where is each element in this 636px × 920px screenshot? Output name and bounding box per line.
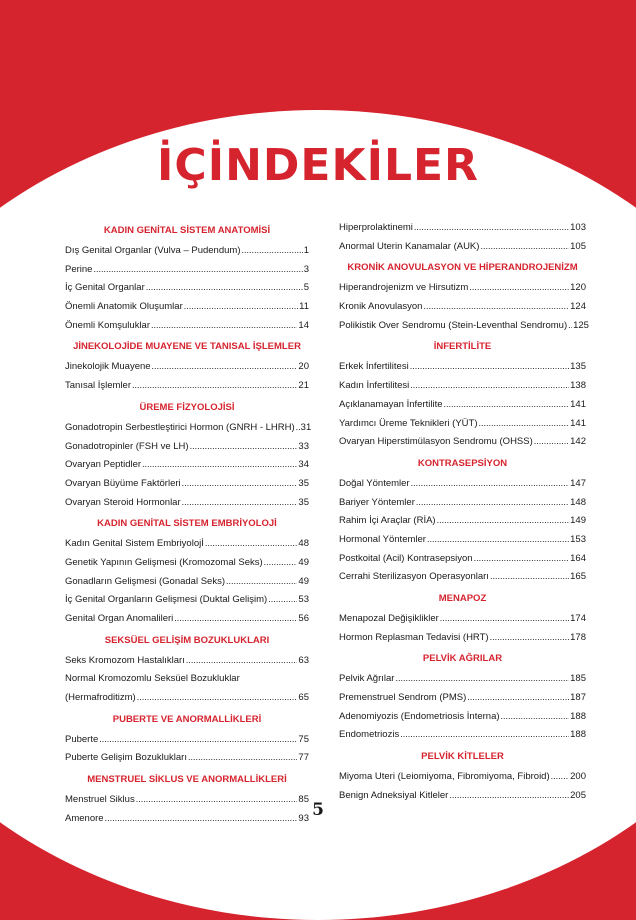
toc-entry-label: İç Genital Organların Gelişmesi (Duktal Gelişim) bbox=[65, 594, 268, 606]
toc-entry[interactable] bbox=[339, 711, 586, 730]
toc-section-heading: KRONİK ANOVULASYON VE HİPERANDROJENİZM bbox=[347, 262, 578, 274]
toc-entry-page: 35 bbox=[298, 477, 309, 489]
toc-entry-page: 200 bbox=[570, 771, 586, 783]
toc-entry-label: Hormonal Yöntemler bbox=[339, 533, 426, 545]
toc-entry-page: 141 bbox=[570, 398, 586, 410]
toc-entry[interactable] bbox=[339, 553, 586, 572]
toc-entry-page: 153 bbox=[570, 533, 586, 545]
toc-entry-label: Puberte Gelişim Bozuklukları bbox=[65, 752, 187, 764]
toc-entry-label: Önemli Anatomik Oluşumlar bbox=[65, 301, 183, 313]
dot-leader bbox=[137, 692, 298, 702]
toc-section-heading: PELVİK KİTLELER bbox=[421, 751, 504, 763]
dot-leader bbox=[400, 729, 569, 739]
toc-entry[interactable] bbox=[339, 319, 589, 339]
toc-entry-label: Tanısal İşlemler bbox=[65, 380, 131, 392]
toc-entry[interactable] bbox=[65, 613, 309, 632]
toc-section-heading: ÜREME FİZYOLOJİSİ bbox=[139, 401, 235, 413]
toc-entry-page: 14 bbox=[298, 319, 309, 331]
toc-entry[interactable] bbox=[65, 459, 309, 478]
toc-entry-label: Postkoital (Acil) Kontrasepsiyon bbox=[339, 552, 473, 564]
toc-entry-label: Premenstruel Sendrom (PMS) bbox=[339, 692, 467, 704]
dot-leader bbox=[437, 515, 570, 525]
toc-entry-page: 3 bbox=[303, 263, 309, 275]
toc-entry-page: 142 bbox=[570, 436, 586, 448]
dot-leader bbox=[205, 538, 298, 548]
toc-entry[interactable] bbox=[339, 729, 586, 748]
dot-leader bbox=[93, 264, 302, 274]
toc-section-heading: İNFERTİLİTE bbox=[433, 341, 492, 353]
dot-leader bbox=[490, 571, 569, 581]
toc-entry[interactable] bbox=[339, 534, 586, 553]
toc-entry-page: 49 bbox=[298, 556, 309, 568]
dot-leader bbox=[427, 534, 569, 544]
toc-entry-page: 205 bbox=[570, 789, 586, 801]
dot-leader bbox=[184, 301, 298, 311]
toc-entry-page: 1 bbox=[303, 245, 309, 256]
toc-section-heading: JİNEKOLOJİDE MUAYENE VE TANISAL İŞLEMLER bbox=[73, 341, 301, 353]
toc-entry-label: Önemli Komşuluklar bbox=[65, 319, 150, 331]
toc-entry[interactable] bbox=[65, 264, 309, 283]
toc-entry[interactable] bbox=[339, 361, 586, 380]
toc-entry[interactable] bbox=[65, 594, 309, 613]
toc-section-heading: KADIN GENİTAL SİSTEM ANATOMİSİ bbox=[103, 225, 271, 236]
toc-entry-label: Normal Kromozomlu Seksüel Bozukluklar bbox=[65, 673, 240, 685]
toc-entry-label: Kronik Anovulasyon bbox=[339, 301, 423, 313]
toc-entry-page: 141 bbox=[570, 417, 586, 429]
toc-entry-page: 124 bbox=[570, 301, 586, 313]
dot-leader bbox=[142, 459, 297, 469]
toc-entry-label: Menapozal Değişiklikler bbox=[339, 613, 439, 624]
toc-entry-label: Ovaryan Steroid Hormonlar bbox=[65, 496, 181, 508]
toc-entry-page: 165 bbox=[570, 571, 586, 583]
dot-leader bbox=[410, 380, 569, 390]
dot-leader bbox=[534, 436, 569, 446]
dot-leader bbox=[440, 613, 569, 623]
toc-entry[interactable] bbox=[65, 282, 309, 301]
toc-entry-label: Hiperandrojenizm ve Hirsutizm bbox=[339, 282, 469, 294]
toc-entry[interactable] bbox=[339, 515, 586, 534]
page-number: 5 bbox=[312, 800, 324, 820]
toc-entry-label: Yardımcı Üreme Teknikleri (YÜT) bbox=[339, 417, 478, 429]
toc-entry-label: İç Genital Organlar bbox=[65, 282, 145, 294]
dot-leader bbox=[268, 594, 297, 604]
toc-entry-label: Menstruel Siklus bbox=[65, 794, 135, 806]
dot-leader bbox=[264, 557, 298, 567]
toc-entry[interactable] bbox=[65, 478, 309, 497]
toc-entry-label: Pelvik Ağrılar bbox=[339, 673, 395, 685]
dot-leader bbox=[188, 752, 297, 762]
toc-entry[interactable] bbox=[65, 655, 309, 674]
dot-leader bbox=[416, 497, 569, 507]
toc-entry-label: Benign Adneksiyal Kitleler bbox=[339, 789, 449, 801]
dot-leader bbox=[474, 553, 570, 563]
toc-entry-page: 20 bbox=[298, 361, 309, 373]
toc-entry[interactable] bbox=[339, 613, 586, 632]
toc-entry[interactable] bbox=[339, 771, 586, 790]
toc-entry-label: Perine bbox=[65, 263, 93, 275]
toc-entry-page: 5 bbox=[303, 282, 309, 294]
dot-leader bbox=[182, 478, 298, 488]
dot-leader bbox=[490, 632, 570, 642]
page-title: İÇİNDEKİLER bbox=[157, 140, 479, 191]
dot-leader bbox=[132, 380, 297, 390]
toc-entry-page: 33 bbox=[298, 440, 309, 452]
toc-entry-label: Adenomiyozis (Endometriosis İnterna) bbox=[339, 710, 500, 722]
toc-entry-page: 53 bbox=[298, 594, 309, 606]
toc-entry[interactable] bbox=[65, 576, 309, 595]
toc-entry-label: (Hermafroditizm) bbox=[65, 692, 136, 704]
toc-right-column bbox=[339, 222, 589, 809]
dot-leader bbox=[469, 282, 569, 292]
toc-entry-label: Doğal Yöntemler bbox=[339, 477, 410, 489]
toc-entry-page: 148 bbox=[570, 496, 586, 508]
toc-left-column bbox=[65, 222, 312, 832]
dot-leader bbox=[551, 771, 570, 781]
toc-entry[interactable] bbox=[339, 436, 586, 455]
toc-entry[interactable] bbox=[339, 478, 586, 497]
toc-section-heading: PELVİK AĞRILAR bbox=[422, 653, 503, 665]
toc-entry[interactable] bbox=[65, 245, 309, 264]
toc-entry[interactable] bbox=[65, 380, 309, 399]
dot-leader bbox=[226, 576, 297, 586]
toc-entry-label: Bariyer Yöntemler bbox=[339, 496, 415, 508]
toc-section-heading: PUBERTE VE ANORMALLİKLERİ bbox=[112, 713, 262, 725]
toc-entry-page: 35 bbox=[298, 496, 309, 508]
toc-entry[interactable] bbox=[339, 301, 586, 320]
dot-leader bbox=[467, 692, 569, 702]
toc-entry-page: 85 bbox=[298, 794, 309, 806]
toc-entry-page: 147 bbox=[570, 477, 586, 489]
toc-entry-page: 63 bbox=[298, 654, 309, 666]
dot-leader bbox=[395, 673, 569, 683]
dot-leader bbox=[296, 422, 300, 432]
toc-entry-page: 93 bbox=[298, 812, 309, 824]
toc-entry[interactable] bbox=[339, 282, 586, 301]
toc-entry-page: 105 bbox=[570, 240, 586, 252]
toc-entry-page: 185 bbox=[570, 673, 586, 685]
toc-entry[interactable] bbox=[65, 320, 309, 339]
toc-entry-page: 164 bbox=[570, 552, 586, 564]
toc-entry-label: Gonadotropin Serbestleştirici Hormon (GNRH - LHRH) bbox=[65, 421, 295, 433]
toc-section-heading: SEKSÜEL GELİŞİM BOZUKLUKLARI bbox=[104, 634, 270, 646]
toc-section-heading: MENAPOZ bbox=[438, 593, 487, 604]
toc-entry[interactable] bbox=[339, 673, 586, 692]
toc-entry-label: Genetik Yapının Gelişmesi (Kromozomal Seks) bbox=[65, 556, 263, 568]
toc-entry-label: Ovaryan Peptidler bbox=[65, 459, 142, 471]
toc-entry-page: 77 bbox=[298, 752, 309, 764]
toc-entry-label: Puberte bbox=[65, 733, 99, 745]
toc-entry[interactable] bbox=[339, 418, 586, 437]
toc-entry-label: Erkek İnfertilitesi bbox=[339, 361, 409, 373]
dot-leader bbox=[99, 734, 297, 744]
toc-section-heading: KADIN GENİTAL SİSTEM EMBRİYOLOJİ bbox=[97, 518, 277, 530]
toc-entry-label: Polikistik Over Sendromu (Stein-Leventhal Sendromu) bbox=[339, 319, 568, 331]
toc-entry[interactable] bbox=[65, 538, 309, 557]
dot-leader bbox=[501, 711, 570, 721]
dot-leader bbox=[568, 320, 572, 330]
toc-entry-page: 31 bbox=[300, 421, 312, 433]
toc-entry[interactable] bbox=[339, 632, 586, 651]
toc-entry-label: Gonadotropinler (FSH ve LH) bbox=[65, 440, 189, 452]
toc-section-heading: MENSTRUEL SİKLUS VE ANORMALLİKLERİ bbox=[87, 774, 287, 786]
dot-leader bbox=[478, 418, 569, 428]
toc-entry-label: Dış Genital Organlar (Vulva – Pudendum) bbox=[65, 245, 241, 256]
toc-entry-page: 48 bbox=[298, 538, 309, 550]
toc-entry[interactable] bbox=[339, 241, 586, 260]
toc-entry-page: 188 bbox=[570, 710, 586, 722]
toc-entry-label: Kadın İnfertilitesi bbox=[339, 380, 410, 392]
toc-entry[interactable] bbox=[65, 301, 309, 320]
toc-section-heading: KONTRASEPSİYON bbox=[417, 457, 508, 469]
toc-entry-page: 103 bbox=[570, 222, 586, 233]
toc-entry-page: 135 bbox=[570, 361, 586, 373]
dot-leader bbox=[241, 245, 302, 255]
toc-entry-page: 188 bbox=[570, 729, 586, 741]
toc-entry-page: 149 bbox=[570, 515, 586, 527]
toc-entry-label: Jinekolojik Muayene bbox=[65, 361, 151, 373]
toc-entry[interactable] bbox=[65, 421, 312, 441]
toc-entry-page: 11 bbox=[299, 301, 309, 313]
toc-entry-page: 49 bbox=[298, 575, 309, 587]
toc-entry-label: Ovaryan Hiperstimülasyon Sendromu (OHSS) bbox=[339, 436, 533, 448]
toc-entry-label: Seks Kromozom Hastalıkları bbox=[65, 654, 185, 666]
toc-entry-page: 65 bbox=[298, 692, 309, 704]
toc-entry-label: Endometriozis bbox=[339, 729, 400, 741]
dot-leader bbox=[152, 361, 298, 371]
toc-entry-page: 75 bbox=[298, 733, 309, 745]
toc-entry-label: Hiperprolaktinemi bbox=[339, 222, 413, 233]
toc-entry[interactable] bbox=[339, 692, 586, 711]
toc-entry-page: 21 bbox=[298, 380, 309, 392]
toc-entry-page: 56 bbox=[298, 613, 309, 624]
toc-entry-label: Rahim İçi Araçlar (RİA) bbox=[339, 515, 436, 527]
toc-entry[interactable] bbox=[65, 361, 309, 380]
dot-leader bbox=[423, 301, 569, 311]
dot-leader bbox=[444, 399, 570, 409]
toc-entry[interactable] bbox=[339, 222, 586, 241]
toc-entry-label: Miyoma Uteri (Leiomiyoma, Fibromiyoma, Fibroid) bbox=[339, 771, 550, 783]
toc-entry-page: 178 bbox=[570, 631, 586, 643]
toc-entry[interactable] bbox=[65, 441, 309, 460]
toc-entry-label: Amenore bbox=[65, 812, 104, 824]
dot-leader bbox=[480, 241, 569, 251]
toc-entry-page: 187 bbox=[570, 692, 586, 704]
dot-leader bbox=[190, 441, 298, 451]
toc-entry[interactable] bbox=[339, 571, 586, 590]
toc-entry-page: 174 bbox=[570, 613, 586, 624]
toc-entry-page: 34 bbox=[298, 459, 309, 471]
dot-leader bbox=[414, 222, 569, 232]
dot-leader bbox=[411, 478, 570, 488]
toc-entry[interactable] bbox=[339, 380, 586, 399]
toc-entry-label: Gonadların Gelişmesi (Gonadal Seks) bbox=[65, 575, 225, 587]
dot-leader bbox=[186, 655, 298, 665]
toc-entry[interactable] bbox=[65, 752, 309, 771]
toc-entry-page: 125 bbox=[573, 319, 589, 331]
toc-entry-label: Hormon Replasman Tedavisi (HRT) bbox=[339, 631, 489, 643]
toc-entry[interactable] bbox=[65, 734, 309, 753]
toc-entry[interactable] bbox=[65, 497, 309, 516]
toc-entry[interactable] bbox=[339, 399, 586, 418]
toc-entry-label: Cerrahi Sterilizasyon Operasyonları bbox=[339, 571, 489, 583]
toc-entry-page: 120 bbox=[570, 282, 586, 294]
toc-entry-label: Açıklanamayan İnfertilite bbox=[339, 398, 443, 410]
toc-entry-label: Kadın Genital Sistem Embriyolojİ bbox=[65, 538, 204, 550]
dot-leader bbox=[449, 790, 569, 800]
dot-leader bbox=[410, 361, 569, 371]
toc-entry[interactable] bbox=[65, 557, 309, 576]
dot-leader bbox=[146, 282, 303, 292]
dot-leader bbox=[182, 497, 298, 507]
toc-entry-label: Ovaryan Büyüme Faktörleri bbox=[65, 477, 181, 489]
toc-entry-label: Genital Organ Anomalileri bbox=[65, 613, 174, 624]
dot-leader bbox=[151, 320, 297, 330]
toc-entry[interactable] bbox=[65, 692, 309, 711]
dot-leader bbox=[174, 613, 297, 623]
toc-entry-label: Anormal Uterin Kanamalar (AUK) bbox=[339, 240, 480, 252]
toc-entry[interactable] bbox=[339, 497, 586, 516]
toc-entry-page: 138 bbox=[570, 380, 586, 392]
